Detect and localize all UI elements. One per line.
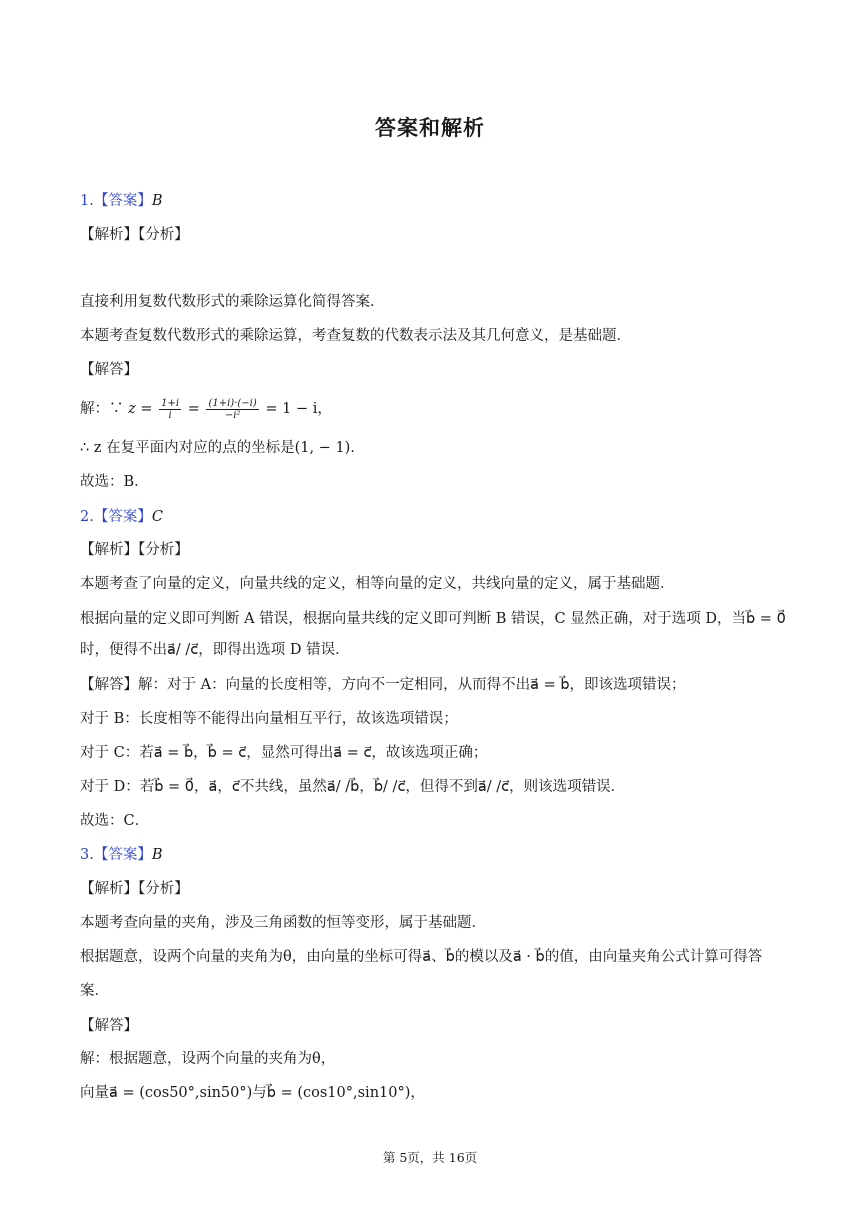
q2-paragraph: 时，便得不出a⃗/ /c⃗，即得出选项 D 错误． (80, 642, 350, 658)
q3-number: 3. (80, 847, 94, 863)
q1-answer-tag: 【答案】 (93, 193, 152, 209)
solution-prefix: 解：∵ (80, 401, 129, 417)
q2-paragraph: 对于 B：长度相等不能得出向量相互平行，故该选项错误； (80, 711, 458, 727)
page-title: 答案和解析 (375, 115, 485, 140)
q2-answer-line (80, 507, 790, 527)
q1-choice: 故选：B． (80, 474, 149, 490)
q3-analysis-tag: 【解析】【分析】 (80, 881, 189, 897)
fraction (159, 398, 181, 421)
q1-analysis-tag: 【解析】【分析】 (80, 227, 189, 243)
q2-choice: 故选：C． (80, 813, 150, 829)
q2-paragraph: 对于 D：若b⃗ = 0⃗，a⃗，c⃗不共线，虽然a⃗/ /b⃗，b⃗/ /c⃗，但得不到a⃗/ /c⃗，则该选项错误． (80, 779, 626, 795)
q1-solution-tag: 【解答】 (80, 362, 138, 378)
fraction-numerator: 1+i (161, 397, 180, 409)
q2-paragraph: 本题考查了向量的定义，向量共线的定义，相等向量的定义，共线向量的定义，属于基础题． (80, 576, 675, 592)
q2-paragraph: 对于 C：若a⃗ = b⃗，b⃗ = c⃗，显然可得出a⃗ = c⃗，故该选项正确； (80, 745, 488, 761)
q1-answer: B (151, 193, 163, 209)
q1-paragraph: 直接利用复数代数形式的乘除运算化简得答案． (80, 294, 385, 310)
q3-solution-tag: 【解答】 (80, 1018, 138, 1034)
q3-answer: B (151, 847, 163, 863)
q2-analysis-tag: 【解析】【分析】 (80, 542, 189, 558)
q3-answer-line (80, 845, 790, 865)
var-z: z = (128, 401, 158, 417)
fraction-denominator: i (168, 409, 172, 421)
equals: = (183, 401, 205, 417)
q1-paragraph: ∴ z 在复平面内对应的点的坐标是(1, − 1)． (80, 440, 365, 456)
fraction-denominator: −i² (224, 409, 241, 421)
q3-paragraph: 解：根据题意，设两个向量的夹角为θ， (80, 1051, 336, 1067)
q3-paragraph: 根据题意，设两个向量的夹角为θ，由向量的坐标可得a⃗、b⃗的模以及a⃗ · b⃗的值，由向量夹角公式计算可得答 (80, 949, 763, 965)
q2-paragraph: 根据向量的定义即可判断 A 错误，根据向量共线的定义即可判断 B 错误，C 显然正确，对于选项 D，当b⃗ = 0⃗ (80, 611, 786, 627)
fraction-numerator: (1+i)·(−i) (208, 397, 257, 409)
q1-answer-line (80, 191, 790, 211)
solution-result: = 1 − i， (260, 401, 332, 417)
q3-paragraph: 本题考查向量的夹角，涉及三角函数的恒等变形，属于基础题． (80, 915, 486, 931)
q1-solution-formula (80, 394, 790, 424)
q2-number: 2. (80, 509, 94, 525)
q1-number: 1. (80, 193, 94, 209)
fraction (206, 398, 258, 421)
q3-paragraph: 案． (80, 983, 109, 999)
q3-paragraph: 向量a⃗ = (cos50°,sin50°)与b⃗ = (cos10°,sin10°)， (80, 1085, 425, 1101)
q3-answer-tag: 【答案】 (93, 847, 152, 863)
q2-solution: 【解答】解：对于 A：向量的长度相等，方向不一定相同，从而得不出a⃗ = b⃗，即该选项错误； (80, 677, 686, 693)
page-footer: 第 5页，共 16页 (382, 1150, 478, 1165)
q2-answer: C (151, 509, 163, 525)
q2-answer-tag: 【答案】 (93, 509, 152, 525)
q1-paragraph: 本题考查复数代数形式的乘除运算，考查复数的代数表示法及其几何意义，是基础题． (80, 328, 631, 344)
